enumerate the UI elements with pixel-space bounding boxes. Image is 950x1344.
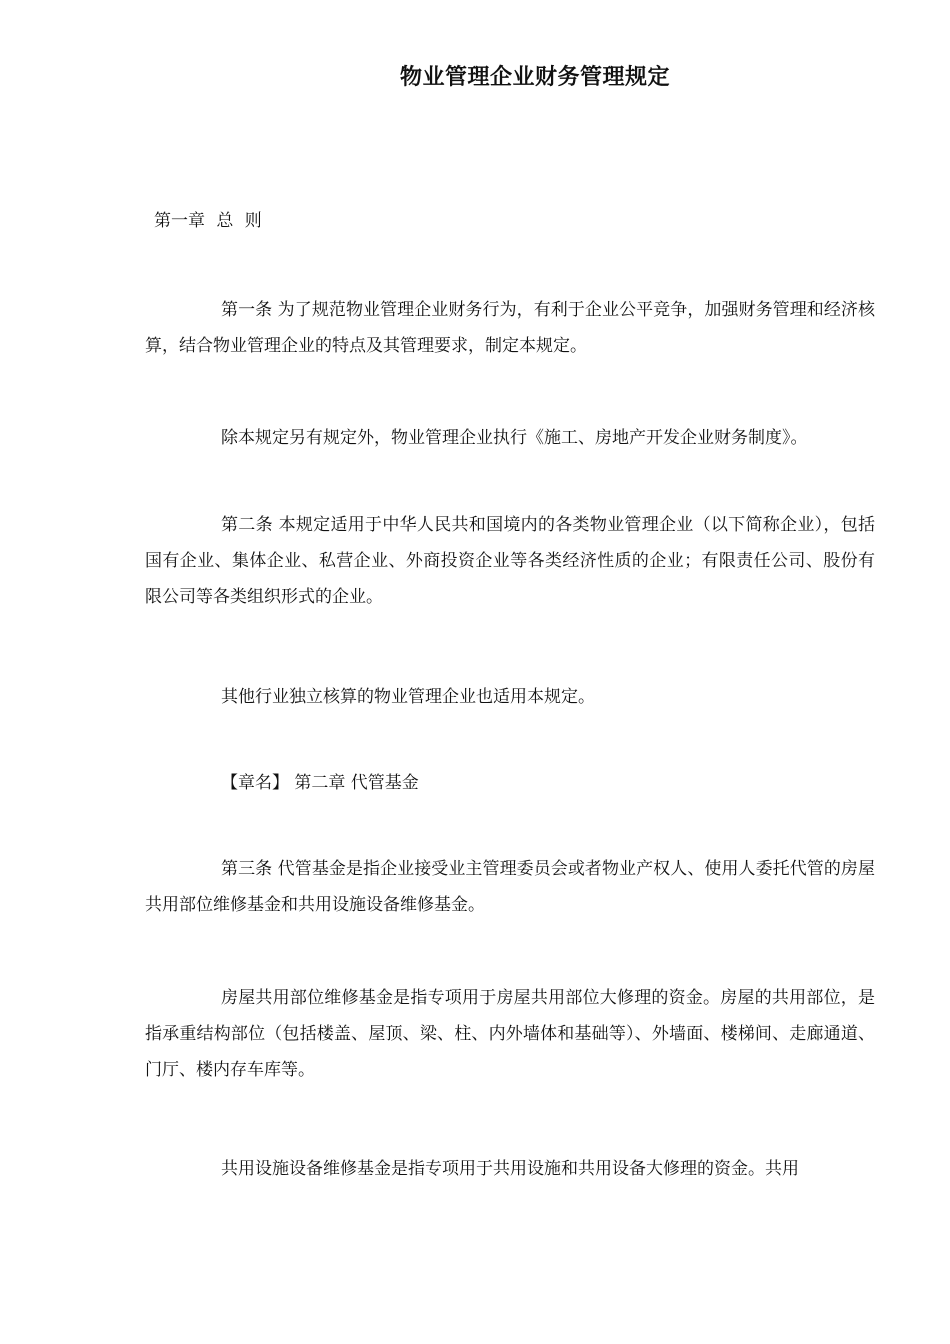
paragraph-exception: 除本规定另有规定外，物业管理企业执行《施工、房地产开发企业财务制度》。 <box>221 428 808 448</box>
chapter-two-heading: 【章名】 第二章 代管基金 <box>221 773 419 793</box>
paragraph-article-3: 第三条 代管基金是指企业接受业主管理委员会或者物业产权人、使用人委托代管的房屋共用部位维修基金和共用设施设备维修基金。 <box>145 859 875 915</box>
paragraph-other-industries: 其他行业独立核算的物业管理企业也适用本规定。 <box>221 687 595 707</box>
paragraph-facility-fund: 共用设施设备维修基金是指专项用于共用设施和共用设备大修理的资金。共用 <box>221 1159 799 1179</box>
paragraph-building-fund: 房屋共用部位维修基金是指专项用于房屋共用部位大修理的资金。房屋的共用部位，是指承重结构部位（包括楼盖、屋顶、梁、柱、内外墙体和基础等）、外墙面、楼梯间、走廊通道、门厅、楼内存车库等。 <box>145 988 875 1080</box>
paragraph-article-2: 第二条 本规定适用于中华人民共和国境内的各类物业管理企业（以下简称企业），包括国有企业、集体企业、私营企业、外商投资企业等各类经济性质的企业；有限责任公司、股份有限公司等各类组织形式的企业。 <box>145 515 875 607</box>
paragraph-article-1: 第一条 为了规范物业管理企业财务行为，有利于企业公平竞争，加强财务管理和经济核算，结合物业管理企业的特点及其管理要求，制定本规定。 <box>145 300 875 356</box>
chapter-heading: 第一章 总 则 <box>154 211 262 231</box>
document-title: 物业管理企业财务管理规定 <box>399 65 670 90</box>
